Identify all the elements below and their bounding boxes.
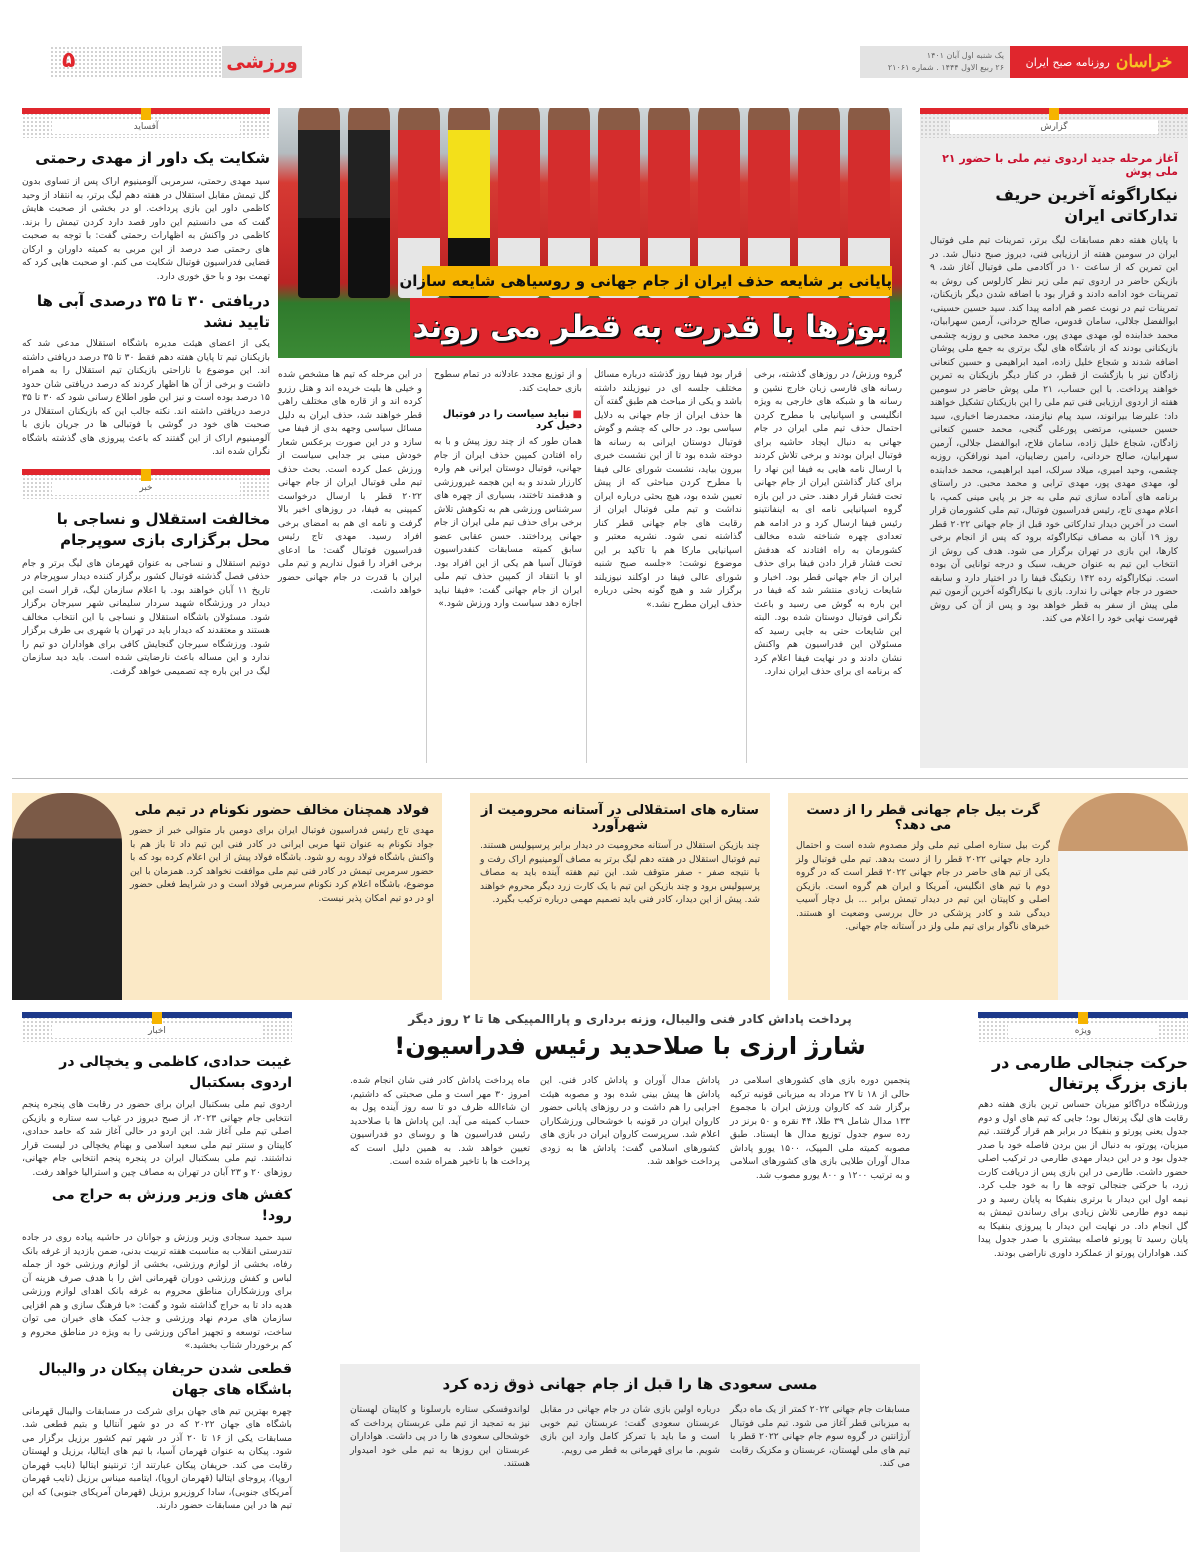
messi-col: درباره اولین بازی شان در جام جهانی در مقابل عربستان سعودی گفت: عربستان تیم خوبی است و ما باید با تمرکز کامل وارد این بازی شویم. ما برای قهرمانی به قطر می رویم. (540, 1404, 720, 1456)
strip-item-bale (788, 793, 1188, 1000)
main-article (278, 368, 902, 768)
messi-col: لواندوفسکی ستاره بارسلونا و کاپیتان لهستان نیز به تمجید از تیم ملی عربستان پرداخت که خوشحالی سعودی ها را در پی داشت. هواداران عربستان این روزها به تیم ملی خود امیدوار هستند. (350, 1404, 530, 1469)
report-body: با پایان هفته دهم مسابقات لیگ برتر، تمرینات تیم ملی فوتبال ایران در سومین هفته از ارزیابی فنی، دیروز صبح دنبال شد. در این تمرین که از ساعت ۱۰ در آکادمی ملی فوتبال آغاز شد، ۹ بازیکن حاضر در اردوی تیم ملی زیر نظر کارلوس کی روش به تمرینات خود ادامه دادند و قرار بود با اضافه شدن دیگر بازیکنان، تمرینات تیم در نوبت عصر هم ادامه پیدا کند. سید حسین حسینی، ابوالفضل جلالی، سامان قدوس، صالح حردانی، آرمین سهرابیان، محمد خدابنده لو، مهدی مهدی پور، محمد محبی و روزبه چشمی بازیکنانی بودند که از باشگاه های لیگ برتری به جمع ملی پوشان اضافه شدند و شجاع خلیل زاده، امید ابراهیمی و حسین کنعانی زادگان نیز با بازگشت از قطر، در کنار دیگر بازیکنان به تمرین خواهند پرداخت. با این حساب، ۲۱ ملی پوش حاضر در سومین هفته از اردوی ارزیابی فنی تیم ملی را این بازیکنان تشکیل خواهند داد: علیرضا بیرانوند، سید پیام نیازمند، محمدرضا اخباری، سید حسین حسینی، مرتضی پورعلی گنجی، محمد حسین کنعانی زادگان، شجاع خلیل زاده، سامان فلاح، ابوالفضل جلالی، آرمین سهرابیان، صالح حردانی، رامین رضاییان، امید نورافکن، روزبه چشمی، وحید امیری، میلاد سرلک، امید ابراهیمی، محمد خدابنده لو، مهدی مهدی پور، مهدی ترابی و محمد محبی. در راستای برنامه های آماده سازی تیم ملی به جز بر پایی مینی کمپ، با اعلام مهدی تاج، رئیس فدراسیون فوتبال، تیم ملی کشورمان قرار است در آخرین دیدار تدارکاتی خود قبل از جام جهانی ۲۰۲۲ قطر روز ۱۹ آبان به مصاف نیکاراگوئه برود که پس از انجام برخی کارها، این بازی در تهران برگزار می شود. هدف کی روش از انتخاب این تیم به عنوان حریف، سبک و درجه توانایی آن بوده است. نیکاراگوئه رده ۱۴۲ رنکینگ فیفا را در اختیار دارد و سابقه حضور در جام جهانی را ندارد. بازی با نیکاراگوئه آخرین آزمون تیم ملی پیش از سفر به قطر خواهد بود و پس از آن کی روش فهرست نهایی خود را اعلام می کند. (930, 235, 1178, 624)
news-header (22, 1012, 292, 1042)
report-title: نیکاراگوئه آخرین حریف تدارکاتی ایران (995, 185, 1178, 225)
date-line-1: یک شنبه اول آبان ۱۴۰۱ (926, 51, 1004, 60)
main-article-col-3 (434, 368, 582, 611)
supercup-body: دوتیم استقلال و نساجی به عنوان قهرمان های لیگ برتر و جام حذفی فصل گذشته فوتبال کشور برگزار کننده دیدار سوپرجام در تاریخ ۱۱ آبان خواهند بود. با اعلام سازمان لیگ، قرار است این دیدار در ورزشگاه شهید سردار سلیمانی شهر سیرجان برگزار شود. مسئولان باشگاه استقلال و نساجی با این انتخاب مخالف هستند و معتقدند که دیدار باید در تهران یا شهری بی طرف برگزار شود. ورزشگاه سیرجان گنجایش کافی برای هواداران دو تیم را ندارد و این مساله باعث نارضایتی شده است. باید دید سازمان لیگ در این باره چه تصمیمی خواهد گرفت. (22, 557, 270, 677)
messi-title: مسی سعودی ها را قبل از جام جهانی ذوق زده کرد (442, 1375, 818, 1393)
strip-item-nekounam (12, 793, 442, 1000)
special-header (978, 1012, 1188, 1042)
bale-photo (1058, 793, 1188, 1000)
currency-columns (340, 1074, 920, 1182)
report-column (920, 108, 1188, 768)
strip-title: گرت بیل جام جهانی قطر را از دست می دهد؟ (806, 803, 1040, 833)
news-header (22, 469, 270, 499)
brand-logo: خراسان (1115, 52, 1173, 72)
date-block (860, 46, 1010, 78)
blues-payment-body: یکی از اعضای هیئت مدیره باشگاه استقلال مدعی شد که بازیکنان تیم تا پایان هفته دهم فقط ۳۰ تا ۳۵ درصد دریافتی داشته اند. این موضوع با ناراحتی بازیکنان تیم استقلال را به همراه داشت و برخی از آن ها اظهار کردند که درصد دریافتی شان حدود ۱۵ درصد بوده است و نیز این طور اطلاع رسانی شود که ۳۰ تا ۳۵ درصد دریافتی داشته اند. نکته جالب این که بازیکنان استقلال در صحبت های خود در گوشی با فوتبالی ها در جریان بازی با آلومینیوم اراک از این گفتند که باعث پیروزی های گذشته باشگاه نگران شده اند. (22, 338, 270, 457)
section-divider (12, 778, 1188, 779)
news-label: خبر (52, 481, 240, 495)
main-article-col-4: در این مرحله که تیم ها مشخص شده و خیلی ها بلیت خریده اند و هتل رزرو کرده اند و از قاره های مختلف راهی قطر خواهند شد، حذف ایران به دلیل مسائل سیاسی وجهه بدی از فیفا می سازد و در این صورت برعکس شعار خودش مبنی بر جدایی سیاست از ورزش عمل کرده است. بحث حذف تیم ملی فوتبال ایران از جام جهانی ۲۰۲۲ قطر با ارسال درخواست کمپینی به فیفا، در روزهای اخیر بالا گرفت و نامه ای هم به امضای برخی افراد رسید. مهدی تاج رئیس فدراسیون فوتبال گفت: ما ادعای برخی افراد را قبول نداریم و تیم ملی ایران با قدرت در جام جهانی حضور خواهد داشت. (278, 369, 422, 596)
subhead-text: نباید سیاست را در فوتبال دخیل کرد (442, 409, 582, 431)
main-article-col-3-body: همان طور که از چند روز پیش و با به راه افتادن کمپین حذف ایران از جام جهانی، فوتبال دوستان ایرانی هم واره کارزار شدند و به این هجمه غیرورزشی و هدفمند تاختند، بسیاری از چهره های سرشناس ورزشی هم به تکوهش تلاش برخی برای حذف تیم ملی ایران از جام جهانی پرداختند. حسن عقابی عضو سابق کمیته مسابقات کنفدراسیون فوتبال آسیا هم یکی از این افراد بود. او با انتقاد از کمپین حذف تیم ملی ایران از جام جهانی گفت: «فیفا نباید اجازه دهد سیاست وارد ورزش شود.» (434, 436, 582, 609)
offside-title: شکایت یک داور از مهدی رحمتی (35, 149, 270, 167)
section-title: ورزشی (222, 46, 302, 78)
messi-box (340, 1364, 920, 1552)
strip-body: مهدی تاج رئیس فدراسیون فوتبال ایران برای دومین بار متوالی خبر از حضور جواد نکونام به عنوان تنها مربی ایرانی در کادر فنی این تیم داد تا باز هم با واکنش باشگاه فولاد روبه رو شود. باشگاه فولاد پیش از این اعلام کرده بود که با حضور سرمربی تیمش در کادر فنی تیم ملی موافقت نخواهد کرد. همزمان با این موضوع، باشگاه اعلام کرد نکونام سرمربی فولاد است و در شرایط فعلی حضور او در دو تیم امکان پذیر نیست. (130, 825, 434, 904)
main-article-col-1: گروه ورزش/ در روزهای گذشته، برخی رسانه های فارسی زبان خارج نشین و رسانه ها و شبکه های خارجی به ویژه انگلیسی و اسپانیایی با مطرح کردن احتمال حذف تیم ملی ایران در جام جهانی به دنبال ایجاد حاشیه برای فوتبال ایران بودند و برخی تلاش کردند با ارسال نامه هایی به فیفا این نهاد را برای کنار گذاشتن ایران از جام جهانی تحت فشار قرار دهند. حتی در این بازه گروه اسپانیایی نامه ای به اینفانتینو رئیس فیفا ارسال کرد و در ادامه هم تعدادی چهره شناخته شده مخالف کشورمان به راه افتادند که هدفش تحت فشار قرار دادن فیفا برای حذف ایران از جام جهانی قطر بود. اخبار و شایعات زیادی منتشر شد که فیفا در این باره به گوش می رسید و باعث نگرانی فوتبال دوستان شده بود. البته این شایعات حتی به جایی رسید که مسئولان این فدراسیون هم واکنش نشان دادند و در نهایت فیفا اعلام کرد که برنامه ای برای حذف ایران ندارد. (754, 369, 902, 677)
news-column (22, 1012, 292, 1552)
minister-shoes-title: کفش های وزیر ورزش به حراج می رود! (51, 1187, 292, 1224)
main-article-subhead (434, 409, 582, 431)
strip-body: گرت بیل ستاره اصلی تیم ملی ولز مصدوم شده است و احتمال دارد جام جهانی ۲۰۲۲ قطر را از دست بدهد. تیم ملی فوتبال ولز یکی از تیم های حاضر در جام جهانی ۲۰۲۲ قطر است که در گروه دوم با تیم های انگلیس، آمریکا و ایران هم گروه است. بازیکن اصلی و کاپیتان این تیم در دیدار تیمش برابر ... بل دچار آسیب دیدگی شد و کادر پزشکی در حال بررسی وضعیت او هستند. خبرهای ناگوار برای تیم ملی ولز در آستانه جام جهانی. (796, 840, 1050, 932)
report-header (920, 108, 1188, 138)
strip-title: فولاد همچنان مخالف حضور نکونام در تیم ملی (134, 803, 430, 818)
blues-payment-title: دریافتی ۳۰ تا ۳۵ درصدی آبی ها تایید نشد (36, 292, 270, 331)
column-divider (746, 368, 747, 763)
referee-figure (298, 108, 340, 298)
main-article-col-3-lead: و از توزیع مجدد عادلانه در تمام سطوح بازی حمایت کند. (434, 369, 582, 394)
hero-subtitle: پایانی بر شایعه حذف ایران از جام جهانی و روسیاهی شایعه سازان (422, 266, 892, 296)
strip-item-esteghlal (470, 793, 770, 1000)
report-label: گزارش (950, 120, 1158, 134)
page-number-area (50, 46, 222, 78)
basketball-body: اردوی تیم ملی بسکتبال ایران برای حضور در رقابت های پنجره پنجم انتخابی جام جهانی ۲۰۲۳، از صبح دیروز در غیاب سه ستاره و بازیکن اصلی تیم ملی آغاز شد. این اردو در حالی آغاز شد که حامد حدادی، کاپیتان و سنتر تیم ملی سعید اسلامی و بهنام یخچالی در لیست قرار نداشتند. تیم ملی بسکتبال ایران در پنجره پنجم انتخابی جام جهانی، روزهای ۲۰ و ۲۳ آبان در تهران به مصاف چین و استرالیا خواهد رفت. (22, 1099, 292, 1178)
bullet-icon: ■ (569, 409, 582, 420)
supercup-title: مخالفت استقلال و نساجی با محل برگزاری بازی سوپرجام (56, 509, 270, 549)
basketball-title: غیبت حدادی، کاظمی و یخچالی در اردوی بسکتبال (59, 1054, 292, 1091)
page-number: ۵ (62, 48, 76, 73)
report-kicker: آغاز مرحله جدید اردوی تیم ملی با حضور ۲۱ ملی پوش (942, 152, 1178, 178)
feature-strip (0, 793, 1200, 1000)
currency-title: شارژ ارزی با صلاحدید رئیس فدراسیون! (394, 1032, 866, 1060)
special-body: ورزشگاه دراگائو میزبان حساس ترین بازی هفته دهم رقابت های لیگ پرتغال بود؛ جایی که تیم های اول و دوم جدول یعنی پورتو و بنفیکا در برابر هم قرار گرفتند. تیم میزبان، پورتو، به دنبال از بین بردن فاصله خود با صدر جدول بود و در این دیدار مهدی طارمی در ترکیب اصلی حضور داشت. طارمی در این بازی پس از دریافت کارت زرد، با حرکتی جنجالی توجه ها را به خود جلب کرد. نیمه اول این دیدار با برتری بنفیکا به پایان رسید و در نیمه دوم طارمی تلاش زیادی برای رساندن تیمش به گل انجام داد. در نهایت این دیدار با پیروزی بنفیکا به پایان رسید تا پورتو فاصله بیشتری با صدر جدول پیدا کند. هواداران پورتو از عملکرد داوری ناراضی بودند. (978, 1099, 1188, 1259)
masthead (0, 40, 1200, 78)
offside-body: سید مهدی رحمتی، سرمربی آلومینیوم اراک پس از تساوی بدون گل تیمش مقابل استقلال در هفته دهم لیگ برتر، به انتقاد از وحید کاظمی داور این بازی پرداخت. او در بخشی از صحبت هایش گفت که می دانستیم این داور قصد دارد کردن تیمش را بزند. کاظمی در واکنش به اظهارات رحمتی گفت: با توجه به صحبت های رحمتی صد درصد از این مربی به کمیته داوران و ارکان قضایی فدراسیون فوتبال شکایت می کنم. او صحبت هایی کرد که تهمت بود و با حق خوری دارد. (22, 176, 270, 282)
nekounam-photo (12, 793, 122, 1000)
paykan-body: چهره بهترین تیم های جهان برای شرکت در مسابقات والیبال قهرمانی باشگاه های جهان ۲۰۲۲ که در دو شهر آنتالیا و بتیم قطعی شد. مسابقات یکی از ۱۶ تا ۲۰ آذر در شهر تیم کشور برزیل برگزار می شود. پیکان به عنوان قهرمان آسیا، با تیم های ایتالیا، برزیل و لهستان رقابت می کند. حریفان پیکان عبارتند از: ترنتینو ایتالیا (نایب قهرمان اروپا)، پروجای ایتالیا (قهرمان اروپا)، ایتامبه میناس برزیل (نایب قهرمان آمریکای جنوبی)، سادا کروزیرو برزیل (قهرمان آمریکای جنوبی) که این تیم ها در این مسابقات حضور دارند. (22, 1405, 293, 1511)
brand-block (1010, 46, 1188, 78)
strip-body: چند بازیکن استقلال در آستانه محرومیت در دیدار برابر پرسپولیس هستند. تیم فوتبال استقلال در هفته دهم لیگ برتر به مصاف آلومینیوم اراک رفت و با نتیجه صفر - صفر متوقف شد. این تیم هفته آینده باید به مصاف پرسپولیس برود و چند بازیکن این تیم با یک کارت زرد دیگر محروم خواهند شد. پیش از این دیدار، کادر فنی باید تصمیم مهمی درباره ترکیب بگیرد. (480, 840, 760, 905)
offside-label: آفساید (52, 120, 240, 134)
date-line-2: ۲۶ ربیع الاول ۱۴۴۴ . شماره ۲۱۰۶۱ (887, 63, 1004, 72)
brand-subtitle: روزنامه صبح ایران (1025, 55, 1110, 69)
currency-col: ماه پرداخت پاداش کادر فنی شان انجام شده. امروز ۳۰ مهر است و ملی صحبتی که داشتیم، ان شاءالله ظرف دو تا سه روز آینده پول به حساب کمیته می آید. این پاداش ها با صلاحدید رئیس فدراسیون ها و روسای دو فدراسیون تعیین خواهد شد. به همین دلیل است که پرداخت ها با تاخیر همراه شده است. (350, 1075, 531, 1167)
currency-col: پنجمین دوره بازی های کشورهای اسلامی در حالی از ۱۸ تا ۲۷ مرداد به میزبانی قونیه ترکیه برگزار شد که کاروان ورزش ایران با مجموع ۱۳۳ مدال شامل ۳۹ طلا، ۴۴ نقره و ۵۰ برنز در رده سوم جدول توزیع مدال ها ایستاد. طبق مصوبه کمیته ملی المپیک، ۱۵۰۰ یورو پاداش مدال آوران طلایی بازی های کشورهای اسلامی و به ترتیب ۱۲۰۰ و ۸۰۰ یورو مصوب شد. (730, 1075, 910, 1181)
column-divider (586, 368, 587, 763)
referee-figure (348, 108, 390, 298)
paykan-title: قطعی شدن حریفان پیکان در والیبال باشگاه های جهان (38, 1360, 292, 1398)
left-column (22, 108, 270, 768)
currency-article (340, 1012, 920, 1552)
main-article-col-2: قرار بود فیفا روز گذشته درباره مسائل مختلف جلسه ای در نیوزیلند داشته باشد و یکی از مباحث هم طبق گفته آن ها حذف ایران از جام جهانی به دلایل سیاسی بود. در حالی که چشم و گوش فوتبال دوستان ایرانی به رسانه ها دوخته شده بود تا از این نشست خبری بیرون بیاید، نشست شورای عالی فیفا با مطرح کردن مباحثی که از پیش تعیین شده بود، هیچ بحثی درباره ایران نداشت و تیم ملی فوتبال ایران از رقابت های جام جهانی قطر کنار گذاشته نمی شود. نشریه معتبر و اسپانیایی مارکا هم با تاکید بر این موضوع نوشت: «جلسه صبح شنبه شورای عالی فیفا در اوکلند نیوزیلند برگزار شد و هیچ گونه بحثی درباره حذف ایران مطرح نشد.» (594, 369, 742, 610)
strip-title: ستاره های استقلالی در آستانه محرومیت از شهرآورد (481, 803, 759, 833)
special-title: حرکت جنجالی طارمی در بازی بزرگ پرتغال (991, 1053, 1188, 1093)
news-label: اخبار (52, 1024, 262, 1038)
column-divider (426, 368, 427, 763)
messi-columns (350, 1403, 910, 1471)
special-label: ویژه (1008, 1024, 1158, 1038)
hero-title: یوزها با قدرت به قطر می روند (410, 298, 890, 356)
currency-kicker: پرداخت پاداش کادر فنی والیبال، وزنه برداری و پاراالمپیکی ها تا ۲ روز دیگر (408, 1012, 852, 1026)
offside-header (22, 108, 270, 138)
minister-shoes-body: سید حمید سجادی وزیر ورزش و جوانان در حاشیه پیاده روی در جاده تندرستی انقلاب به مناسبت هفته تربیت بدنی، ضمن بازدید از غرفه بانک رفاه، بخشی از لوازم ورزشی، بخشی از لوازم ورزشی خود از جمله لباس و کفش ورزشی دوران قهرمانی اش را با هدف صرف هزینه آن برای ورزشکاران مناطق محروم به غرفه بانک اهدای لوازم ورزشی هدیه داد تا به حراج گذاشته شود و گفت: «با فرهنگ سازی و هم افزایی سازمان های مردم نهاد ورزشی و جذب کمک های خیران می توان ساخت، توسعه و تجهیز اماکن ورزشی را به ویژه در مناطق محروم و کم برخوردار شتاب بخشید.» (22, 1232, 292, 1351)
special-column (978, 1012, 1188, 1552)
currency-col: پاداش مدال آوران و پاداش کادر فنی. این پاداش ها پیش بینی شده بود و مصوبه هیئت اجرایی را هم داشت و در روزهای پایانی حضور کاروان ایران در قونیه با خوشحالی ورزشکاران اعلام شد. سرپرست کاروان ایران در بازی های کشورهای اسلامی گفت: پاداش ها به زودی پرداخت خواهد شد. (540, 1075, 720, 1167)
hero-photo (278, 108, 902, 358)
messi-col: مسابقات جام جهانی ۲۰۲۲ کمتر از یک ماه دیگر به میزبانی قطر آغاز می شود. تیم ملی فوتبال آرژانتین در گروه سوم جام جهانی ۲۰۲۲ قطر با تیم های ملی لهستان، عربستان و مکزیک رقابت می کند. (730, 1404, 910, 1469)
